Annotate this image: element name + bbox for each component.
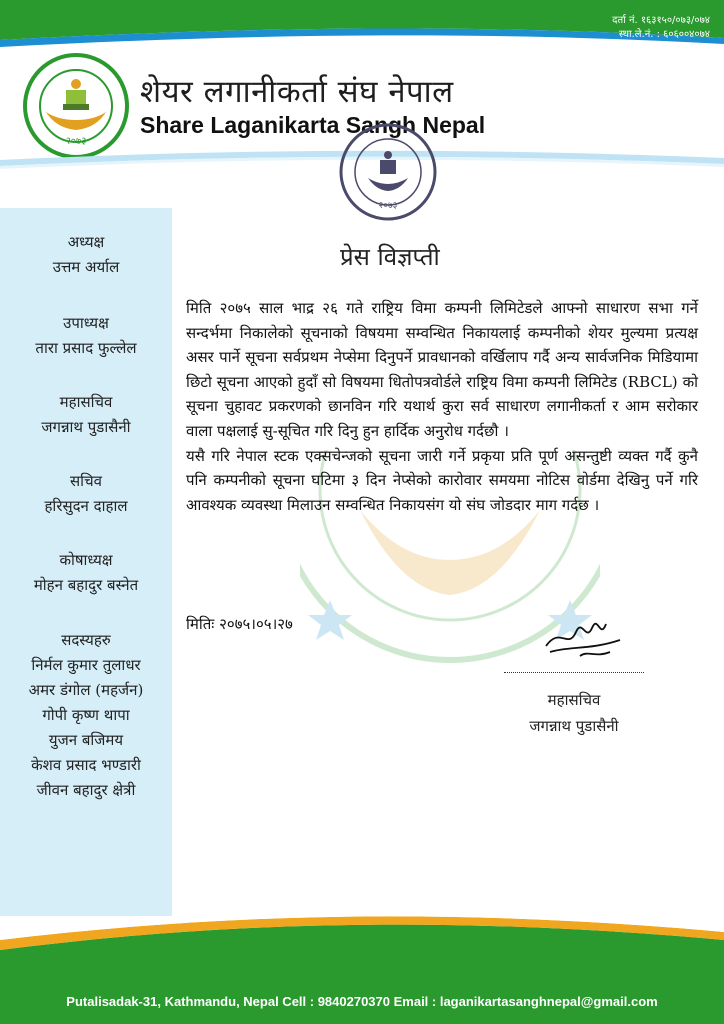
press-release-body [186,296,698,517]
role-title: अध्यक्ष [67,233,105,251]
role-name: तारा प्रसाद फुल्लेल [35,339,137,357]
role-title: कोषाध्यक्ष [59,551,113,569]
role-treasurer [0,548,172,598]
signature-line [504,672,644,673]
signature [540,606,630,666]
signatory-name: जगन्नाथ पुडासैनी [529,717,619,735]
role-name: जगन्नाथ पुडासैनी [41,418,131,436]
official-stamp [338,122,438,222]
role-vice-president [0,311,172,361]
role-name: उत्तम अर्याल [52,258,120,276]
role-secretary [0,469,172,519]
footer-contact: Putalisadak-31, Kathmandu, Nepal Cell : 9840270370 Email : laganikartasanghnepal@gmail.com [66,994,658,1009]
body-paragraph: मिति २०७५ साल भाद्र २६ गते राष्ट्रिय विमा कम्पनी लिमिटेडले आफ्नो साधारण सभा गर्ने सन्दर्भमा निकालेको सूचनाको विषयमा सम्वन्धित निकायलाई कम्पनीको शेयर मुल्यमा प्रत्यक्ष असर पार्ने सूचना सर्वप्रथम नेप्सेमा दिनुपर्ने प्रावधानको वर्खिलाप गर्दै अन्य सार्वजनिक मिडियामा छिटो सूचना आएको हुदाँ सो विषयमा धितोपत्रवोर्डले राष्ट्रिय विमा कम्पनी लिमिटेड (RBCL) को सूचना चुहावट प्रकरणको छानविन गरि यथार्थ कुरा सर्व साधारण लगानीकर्ता र आम सरोकार वाला पक्षलाई सु-सूचित गरि दिनु हुन हार्दिक अनुरोध गर्दछौ । [186,299,698,440]
stamp-year: २०७३ [378,201,398,211]
logo-year: २०७३ [65,136,87,147]
local-registration-number: स्था.ले.नं. : ६०६००४०७४ [618,29,710,40]
registration-info [612,14,710,42]
member-name: केशव प्रसाद भण्डारी [31,756,141,774]
role-general-secretary [0,390,172,440]
organization-name-english: Share Laganikarta Sangh Nepal [140,112,486,138]
members-list [0,628,172,803]
release-date: मितिः २०७५।०५।२७ [186,615,293,633]
role-name: मोहन बहादुर बस्नेत [33,576,139,594]
member-name: निर्मल कुमार तुलाधर [31,656,141,674]
role-title: उपाध्यक्ष [63,314,109,332]
registration-number: दर्ता नं. १६३१५०/०७३/०७४ [612,15,710,26]
signatory-title: महासचिव [547,691,601,709]
press-release-title: प्रेस विज्ञप्ती [340,243,440,271]
body-paragraph: यसै गरि नेपाल स्टक एक्सचेन्जको सूचना जारी गर्ने प्रकृया प्रति पूर्ण असन्तुष्टी व्यक्त गर्दै कुनै पनि कम्पनीको सूचना घटिमा ३ दिन नेप्सेको कारोवार समयमा नोटिस वोर्डमा देखिनु पर्ने गरि आवश्यक व्यवस्था मिलाउन सम्वन्धित निकायसंग यो संघ जोडदार माग गर्दछ । [186,446,698,514]
member-name: युजन बजिमय [48,731,124,749]
member-name: अमर डंगोल (महर्जन) [28,681,144,699]
organization-logo [22,52,130,160]
members-title: सदस्यहरु [61,631,111,649]
role-title: सचिव [70,472,102,490]
organization-name-nepali: शेयर लगानीकर्ता संघ नेपाल [140,74,454,110]
member-name: जीवन बहादुर क्षेत्री [36,781,136,799]
role-name: हरिसुदन दाहाल [44,497,128,515]
member-name: गोपी कृष्ण थापा [42,706,130,724]
role-president [0,230,172,280]
role-title: महासचिव [59,393,113,411]
committee-sidebar [0,208,172,916]
